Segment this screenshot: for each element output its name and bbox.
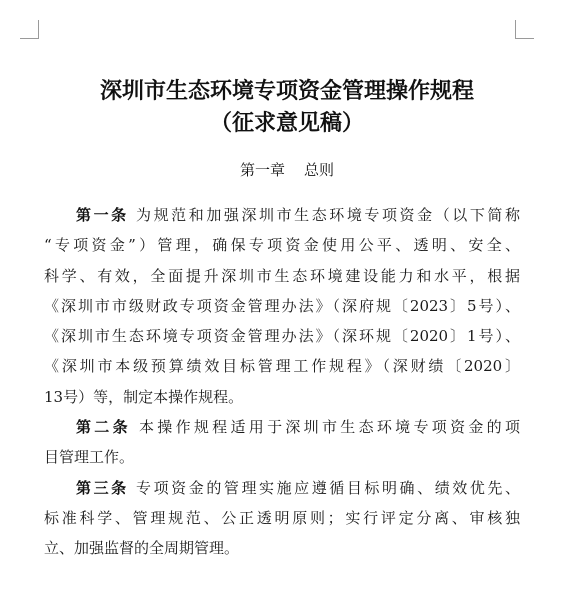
article-3-line-2: 标准科学、管理规范、公正透明原则；实行评定分离、审核独 [44,508,520,527]
crop-mark-top-left [20,20,39,39]
article-3-line-1 [44,473,520,503]
article-1-line-2: “专项资金”）管理，确保专项资金使用公平、透明、安全、 [44,236,520,255]
article-1-line-5: 《深圳市生态环境专项资金管理办法》（深环规〔2020〕1号）、 [44,327,520,346]
chapter-heading: 第一章 总则 [239,161,335,179]
article-1-line-4: 《深圳市市级财政专项资金管理办法》（深府规〔2023〕5号）、 [44,296,520,315]
crop-mark-top-right [515,20,534,39]
article-1-line-1 [44,200,520,230]
document-title: 深圳市生态环境专项资金管理操作规程 [99,78,474,104]
document-subtitle: （征求意见稿） [209,110,364,136]
article-1-line-6: 《深圳市本级预算绩效目标管理工作规程》（深财绩〔2020〕 [44,357,520,376]
article-1-label: 第一条 [76,206,129,224]
article-2-line-1 [44,412,520,442]
article-1-line-7: 13号）等，制定本操作规程。 [44,387,244,406]
article-3-text: 专项资金的管理实施应遵循目标明确、绩效优先、 [136,478,520,497]
article-1-line-3: 科学、有效，全面提升深圳市生态环境建设能力和水平，根据 [44,266,520,285]
article-2-text: 本操作规程适用于深圳市生态环境专项资金的项 [138,418,520,437]
article-3-label: 第三条 [76,478,129,497]
article-3-line-3: 立、加强监督的全周期管理。 [44,539,240,558]
document-body [44,200,520,564]
article-2-label: 第二条 [76,418,131,437]
article-2-line-2: 目管理工作。 [44,448,135,467]
article-1-text: 为规范和加强深圳市生态环境专项资金（以下简称 [136,206,520,224]
